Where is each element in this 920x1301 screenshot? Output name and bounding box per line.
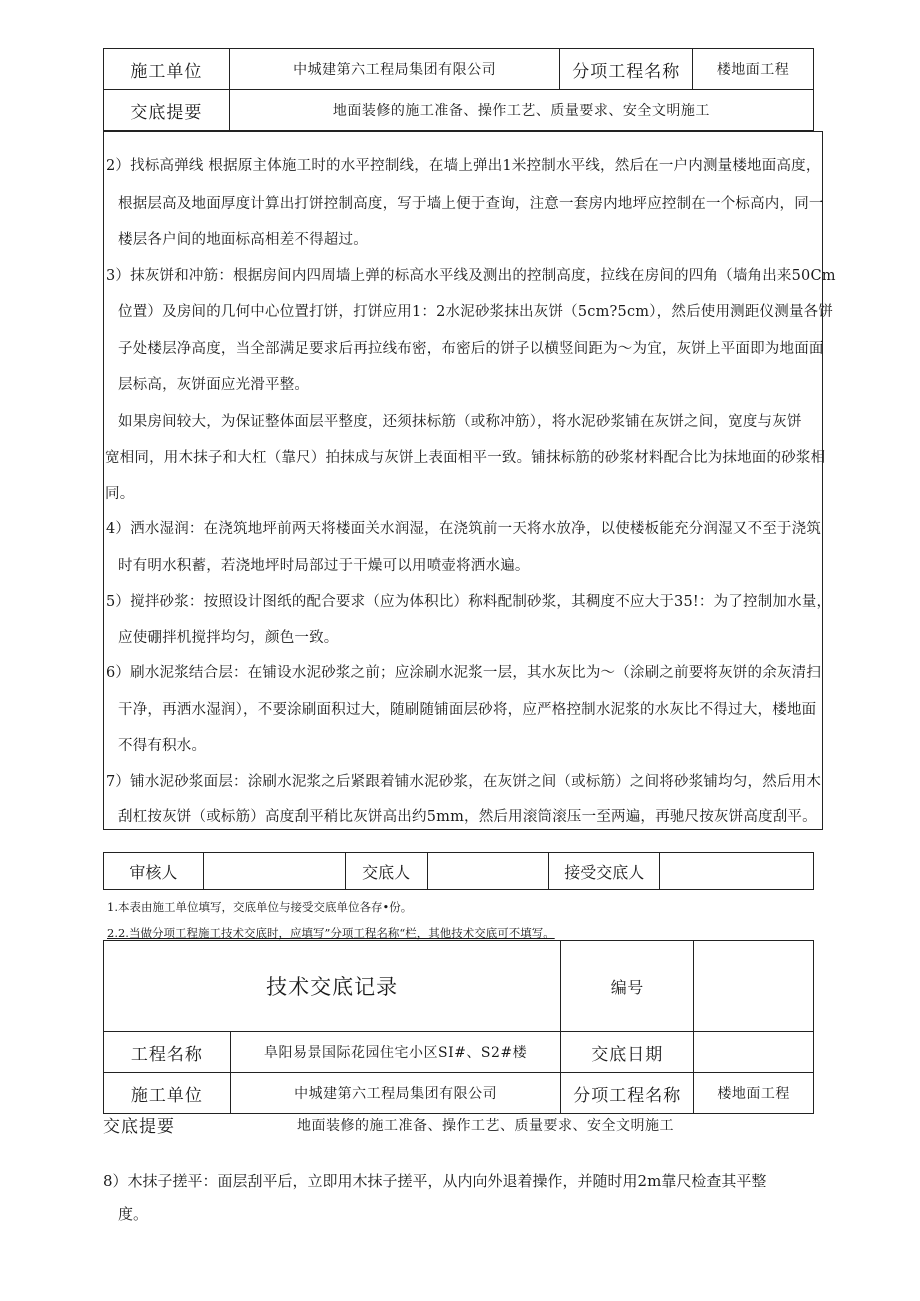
record-summary-label: 交底提要 xyxy=(103,1117,175,1137)
body-line: 6）刷水泥浆结合层：在铺设水泥砂浆之前；应涂刷水泥浆一层，其水灰比为～（涂刷之前要将灰饼的余灰清扫 xyxy=(106,665,822,681)
body-line: 2）找标高弹线 根据原主体施工时的水平控制线，在墙上弹出1米控制水平线，然后在一户内测量楼地面高度， xyxy=(106,158,821,174)
body-line: 如果房间较大，为保证整体面层平整度，还须抹标筋（或称冲筋），将水泥砂浆铺在灰饼之间，宽度与灰饼 xyxy=(118,414,802,430)
sub-project-label: 分项工程名称 xyxy=(560,49,693,90)
project-value: 阜阳易景国际花园住宅小区SI#、S2#楼 xyxy=(230,1032,561,1073)
body-line: 时有明水积蓄，若浇地坪时局部过于干燥可以用喷壶将洒水遍。 xyxy=(118,558,530,574)
sub-project-value: 楼地面工程 xyxy=(693,49,814,90)
unit-label: 施工单位 xyxy=(104,49,230,90)
record-unit-value: 中城建第六工程局集团有限公司 xyxy=(230,1073,561,1114)
discloser-label: 交底人 xyxy=(345,853,427,890)
body-line: 7）铺水泥砂浆面层：涂刷水泥浆之后紧跟着铺水泥砂浆，在灰饼之间（或标筋）之间将砂浆铺均匀，然后用木 xyxy=(106,774,822,790)
unit-value: 中城建第六工程局集团有限公司 xyxy=(229,49,560,90)
number-cell xyxy=(694,941,814,1032)
date-label: 交底日期 xyxy=(561,1032,694,1073)
summary-value: 地面装修的施工准备、操作工艺、质量要求、安全文明施工 xyxy=(229,90,813,131)
body-line: 刮杠按灰饼（或标筋）高度刮平稍比灰饼高出约5mm，然后用滚筒滚压一至两遍，再驰尺按灰饼高度刮平。 xyxy=(118,809,817,825)
record-unit-label: 施工单位 xyxy=(104,1073,231,1114)
body-line: 干净，再洒水湿润），不要涂刷面积过大，随刷随铺面层砂将，应严格控制水泥浆的水灰比不得过大，楼地面 xyxy=(118,702,817,718)
tail-line: 度。 xyxy=(118,1205,149,1223)
header-table xyxy=(103,48,814,131)
record-table xyxy=(103,940,814,1114)
body-line: 3）抹灰饼和冲筋：根据房间内四周墙上弹的标高水平线及测出的控制高度，拉线在房间的四角（墙角出来50Cm xyxy=(106,268,836,284)
body-line: 位置）及房间的几何中心位置打饼，打饼应用1：2水泥砂浆抹出灰饼（5cm?5cm），然后使用测距仪测量各饼 xyxy=(118,304,834,320)
note-line: 2.2.当做分项工程施工技术交底时，应填写”分项工程名称“栏，其他技术交底可不填写。 xyxy=(107,926,555,940)
record-summary-value: 地面装修的施工准备、操作工艺、质量要求、安全文明施工 xyxy=(297,1118,674,1134)
receiver-label: 接受交底人 xyxy=(549,853,660,890)
body-line: 宽相同，用木抹子和大杠（靠尺）拍抹成与灰饼上表面相平一致。铺抹标筋的砂浆材料配合比为抹地面的砂浆相 xyxy=(105,450,826,466)
body-line: 5）搅拌砂浆：按照设计图纸的配合要求（应为体积比）称料配制砂浆，其稠度不应大于35!：为了控制加水量， xyxy=(106,594,832,610)
tail-line: 8）木抹子搓平：面层刮平后，立即用木抹子搓平，从内向外退着操作，并随时用2m靠尺检查其平整 xyxy=(103,1172,767,1190)
record-sub-label: 分项工程名称 xyxy=(561,1073,694,1114)
signature-table xyxy=(103,852,814,890)
receiver-cell xyxy=(660,853,814,890)
record-title: 技术交底记录 xyxy=(104,941,561,1032)
body-line: 不得有积水。 xyxy=(118,738,207,754)
discloser-cell xyxy=(427,853,549,890)
note-line: 1.本表由施工单位填写，交底单位与接受交底单位各存•份。 xyxy=(107,900,413,914)
project-label: 工程名称 xyxy=(104,1032,231,1073)
body-line: 同。 xyxy=(105,486,135,502)
record-sub-value: 楼地面工程 xyxy=(694,1073,814,1114)
body-line: 子处楼层净高度，当全部满足要求后再拉线布密，布密后的饼子以横竖间距为～为宜，灰饼上平面即为地面面 xyxy=(118,341,824,357)
body-line: 根据层高及地面厚度计算出打饼控制高度，写于墙上便于查询，注意一套房内地坪应控制在一个标高内，同一 xyxy=(118,196,824,212)
body-line: 应使硼拌机搅拌均匀，颜色一致。 xyxy=(118,630,339,646)
number-label: 编号 xyxy=(561,941,694,1032)
date-cell xyxy=(694,1032,814,1073)
body-line: 4）洒水湿润：在浇筑地坪前两天将楼面关水润湿，在浇筑前一天将水放净，以使楼板能充分润湿又不至于浇筑 xyxy=(106,521,822,537)
body-text-box xyxy=(103,131,836,830)
body-line: 楼层各户间的地面标高相差不得超过。 xyxy=(118,232,368,248)
body-line: 层标高，灰饼面应光滑平整。 xyxy=(118,377,310,393)
summary-label: 交底提要 xyxy=(104,90,230,131)
reviewer-label: 审核人 xyxy=(104,853,204,890)
reviewer-cell xyxy=(203,853,345,890)
